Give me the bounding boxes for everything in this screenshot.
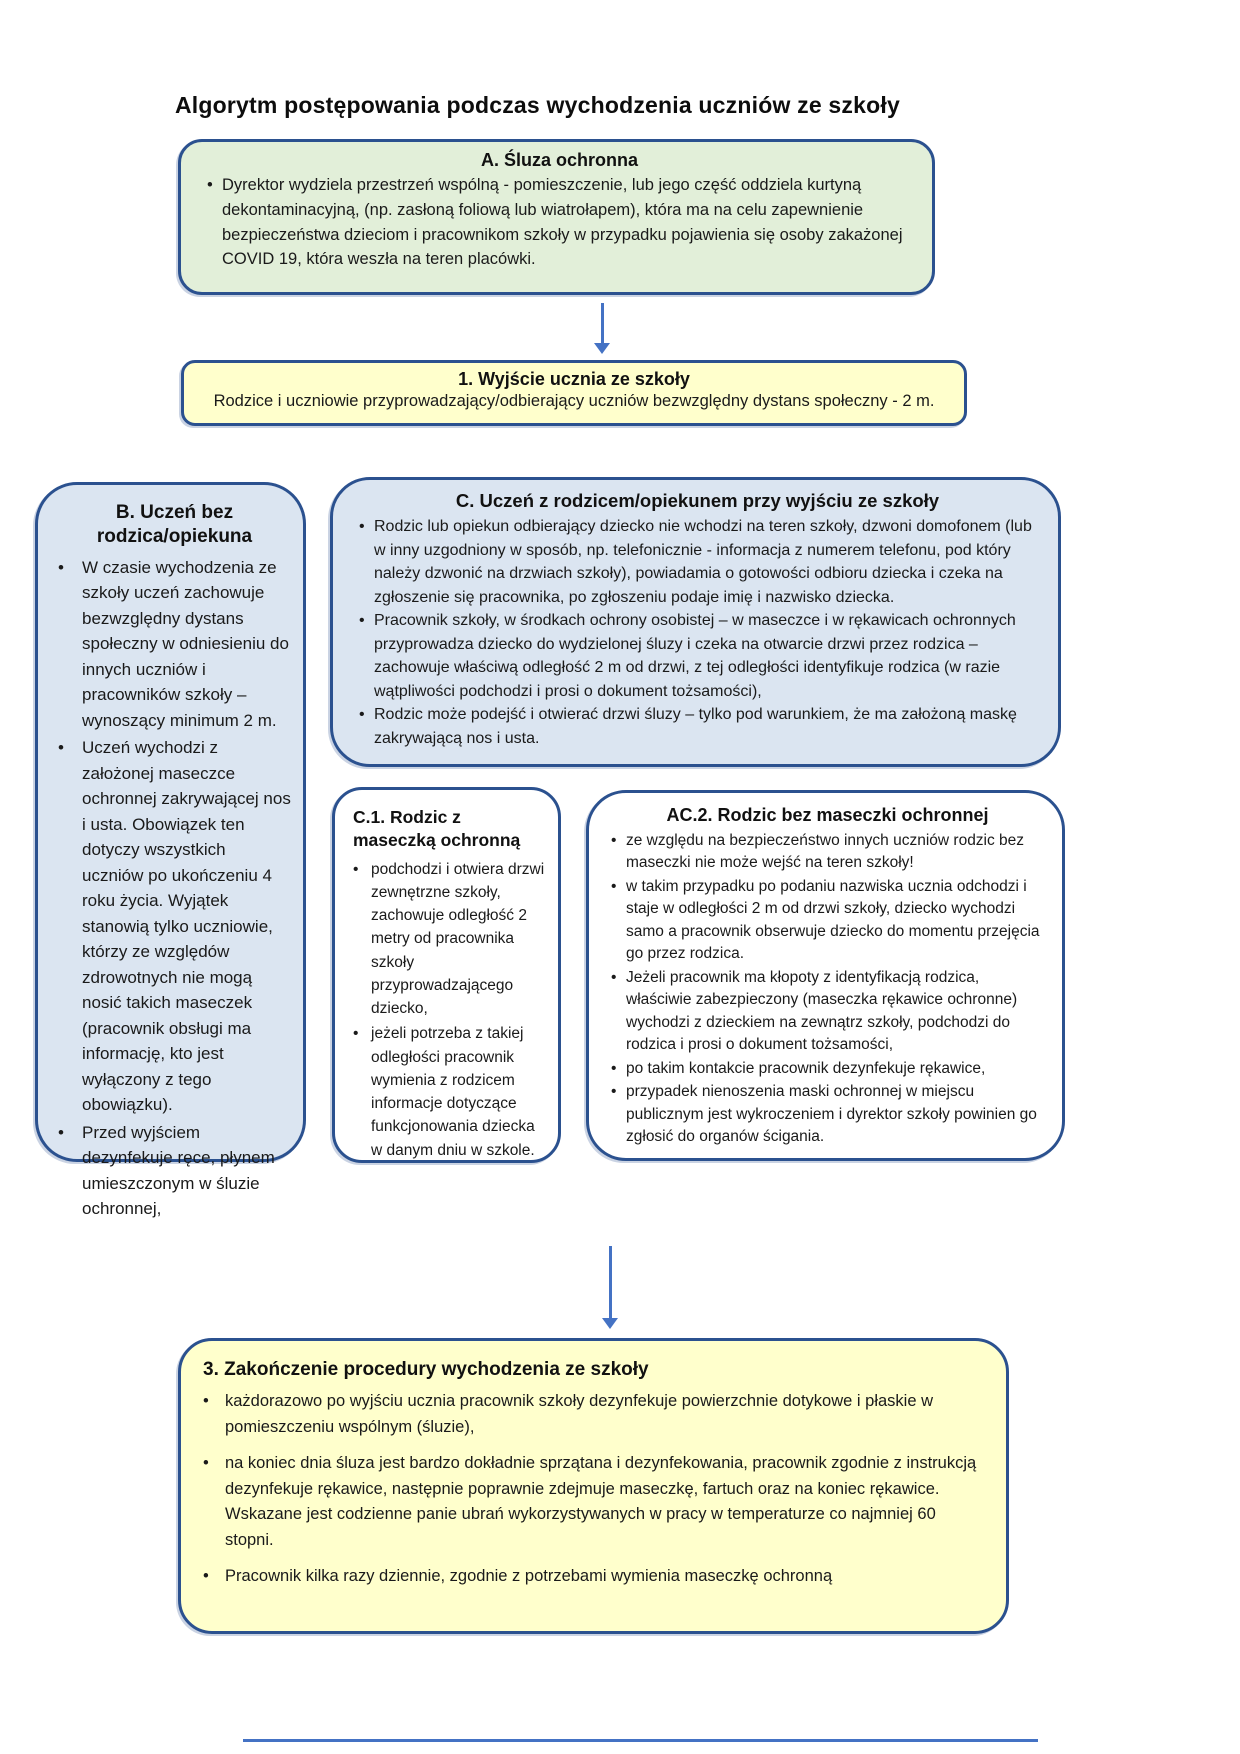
bullet-item: • Pracownik kilka razy dziennie, zgodnie z potrzebami wymienia maseczkę ochronną xyxy=(203,1564,982,1590)
bullet-item: • podchodzi i otwiera drzwi zewnętrzne szkoły, zachowuje odległość 2 metry od pracownika szkoły przyprowadzającego dziecko, xyxy=(353,858,548,1021)
bullet-item: • Jeżeli pracownik ma kłopoty z identyfikacją rodzica, właściwie zabezpieczony (maseczka rękawice ochronne) wychodzi z dzieckiem na zewnątrz szkoły, podchodzi do rodzica i prosi o dokument tożsamości, xyxy=(611,967,1044,1057)
box-c-bullets xyxy=(359,515,1036,750)
box-a-header: A. Śluza ochronna xyxy=(480,150,639,170)
box-step1-header: 1. Wyjście ucznia ze szkoły xyxy=(458,369,690,389)
box-c1-header: C.1. Rodzic z maseczką ochronną xyxy=(353,807,521,850)
page-title: Algorytm postępowania podczas wychodzenia uczniów ze szkoły xyxy=(175,92,900,118)
box-ac2-header: AC.2. Rodzic bez maseczki ochronnej xyxy=(666,805,989,825)
box-c-uczen-z-rodzicem xyxy=(330,477,1061,767)
arrow-down-icon xyxy=(602,1246,618,1329)
arrow-down-icon xyxy=(594,303,610,354)
box-c-header: C. Uczeń z rodzicem/opiekunem przy wyjściu ze szkoły xyxy=(455,490,940,511)
bullet-item: • ze względu na bezpieczeństwo innych uczniów rodzic bez maseczki nie może wejść na teren szkoły! xyxy=(611,830,1044,875)
bullet-item: • przypadek nienoszenia maski ochronnej w miejscu publicznym jest wykroczeniem i dyrektor szkoły powinien go zgłosić do organów ścigania. xyxy=(611,1081,1044,1148)
bottom-divider-line xyxy=(243,1739,1038,1742)
bullet-item: • w takim przypadku po podaniu nazwiska ucznia odchodzi i staje w odległości 2 m od drzwi szkoły, dziecko wychodzi samo a pracownik obserwuje dziecko do momentu przejęcia go przez rodzica. xyxy=(611,876,1044,966)
bullet-item: • jeżeli potrzeba z takiej odległości pracownik wymienia z rodzicem informacje dotyczące funkcjonowania dziecka w danym dniu w szkole. xyxy=(353,1022,548,1162)
arrow-head xyxy=(594,343,610,354)
bullet-item: • Uczeń wychodzi z założonej maseczce ochronnej zakrywającej nos i usta. Obowiązek ten dotyczy wszystkich uczniów po ukończeniu 4 roku życia. Wyjątek stanowią tylko uczniowie, którzy ze względów zdrowotnych nie mogą nosić takich maseczek (pracownik obsługi ma informację, kto jest wyłączony z tego obowiązku). xyxy=(58,735,291,1118)
bullet-item: • każdorazowo po wyjściu ucznia pracownik szkoły dezynfekuje powierzchnie dotykowe i płaskie w pomieszczeniu wspólnym (śluzie), xyxy=(203,1389,982,1440)
box-a-sluza-ochronna xyxy=(178,139,935,295)
box-ac2-bullets xyxy=(611,830,1044,1149)
bullet-item: • Rodzic lub opiekun odbierający dziecko nie wchodzi na teren szkoły, dzwoni domofonem (lub w inny uzgodniony w sposób, np. telefonicznie - informacja z numerem telefonu, pod który należy dzwonić na drzwiach szkoły), powiadamia o gotowości odbioru dziecka i czeka na zgłoszenie się pracownika, po zgłoszeniu podaje imię i nazwisko dziecka. xyxy=(359,515,1036,609)
arrow-head xyxy=(602,1318,618,1329)
box-step1-text: Rodzice i uczniowie przyprowadzający/odbierający uczniów bezwzględny dystans społeczny - 2 m. xyxy=(213,392,935,410)
bullet-item: • po takim kontakcie pracownik dezynfekuje rękawice, xyxy=(611,1058,1044,1080)
box-c1-bullets xyxy=(353,858,548,1162)
box-ac2-rodzic-bez-maseczki xyxy=(586,790,1065,1161)
bullet-item: • Przed wyjściem dezynfekuje ręce, płynem umieszczonym w śluzie ochronnej, xyxy=(58,1120,291,1222)
bullet-item: • na koniec dnia śluza jest bardzo dokładnie sprzątana i dezynfekowania, pracownik zgodnie z instrukcją dezynfekuje rękawice, następnie poprawnie zdejmuje maseczkę, fartuch oraz na koniec rękawice. Wskazane jest codzienne panie ubrań wykorzystywanych w pracy w temperaturze co najmniej 60 stopni. xyxy=(203,1451,982,1553)
box-step3-zakonczenie-procedury xyxy=(178,1338,1009,1634)
box-step3-header: 3. Zakończenie procedury wychodzenia ze szkoły xyxy=(203,1359,649,1380)
arrow-stem xyxy=(609,1246,612,1318)
bullet-item: • W czasie wychodzenia ze szkoły uczeń zachowuje bezwzględny dystans społeczny w odniesieniu do innych uczniów i pracowników szkoły – wynoszący minimum 2 m. xyxy=(58,555,291,734)
bullet-item: • Rodzic może podejść i otwierać drzwi śluzy – tylko pod warunkiem, że ma założoną maskę zakrywającą nos i usta. xyxy=(359,703,1036,750)
bullet-item: • Pracownik szkoły, w środkach ochrony osobistej – w maseczce i w rękawicach ochronnych przyprowadza dziecko do wydzielonej śluzy i czeka na otwarcie drzwi przez rodzica – zachowuje właściwą odległość 2 m od drzwi, z tej odległości identyfikuje rodzica (w razie wątpliwości podchodzi i prosi o dokument tożsamości), xyxy=(359,609,1036,703)
box-c1-rodzic-z-maseczka xyxy=(332,787,561,1163)
box-step1-wyjscie-ucznia xyxy=(181,360,967,426)
bullet-item: • Dyrektor wydziela przestrzeń wspólną - pomieszczenie, lub jego część oddziela kurtyną dekontaminacyjną, (np. zasłoną foliową lub wiatrołapem), która ma na celu zapewnienie bezpieczeństwa dzieciom i pracownikom szkoły w przypadku pojawienia się osoby zakażonej COVID 19, która weszła na teren placówki. xyxy=(207,173,912,272)
box-b-uczen-bez-rodzica xyxy=(35,482,306,1218)
box-b-header: B. Uczeń bez rodzica/opiekuna xyxy=(96,502,253,547)
box-step3-bullets xyxy=(203,1389,982,1590)
box-b-bullets xyxy=(58,555,291,1222)
arrow-stem xyxy=(601,303,604,343)
box-a-bullets xyxy=(207,173,912,272)
